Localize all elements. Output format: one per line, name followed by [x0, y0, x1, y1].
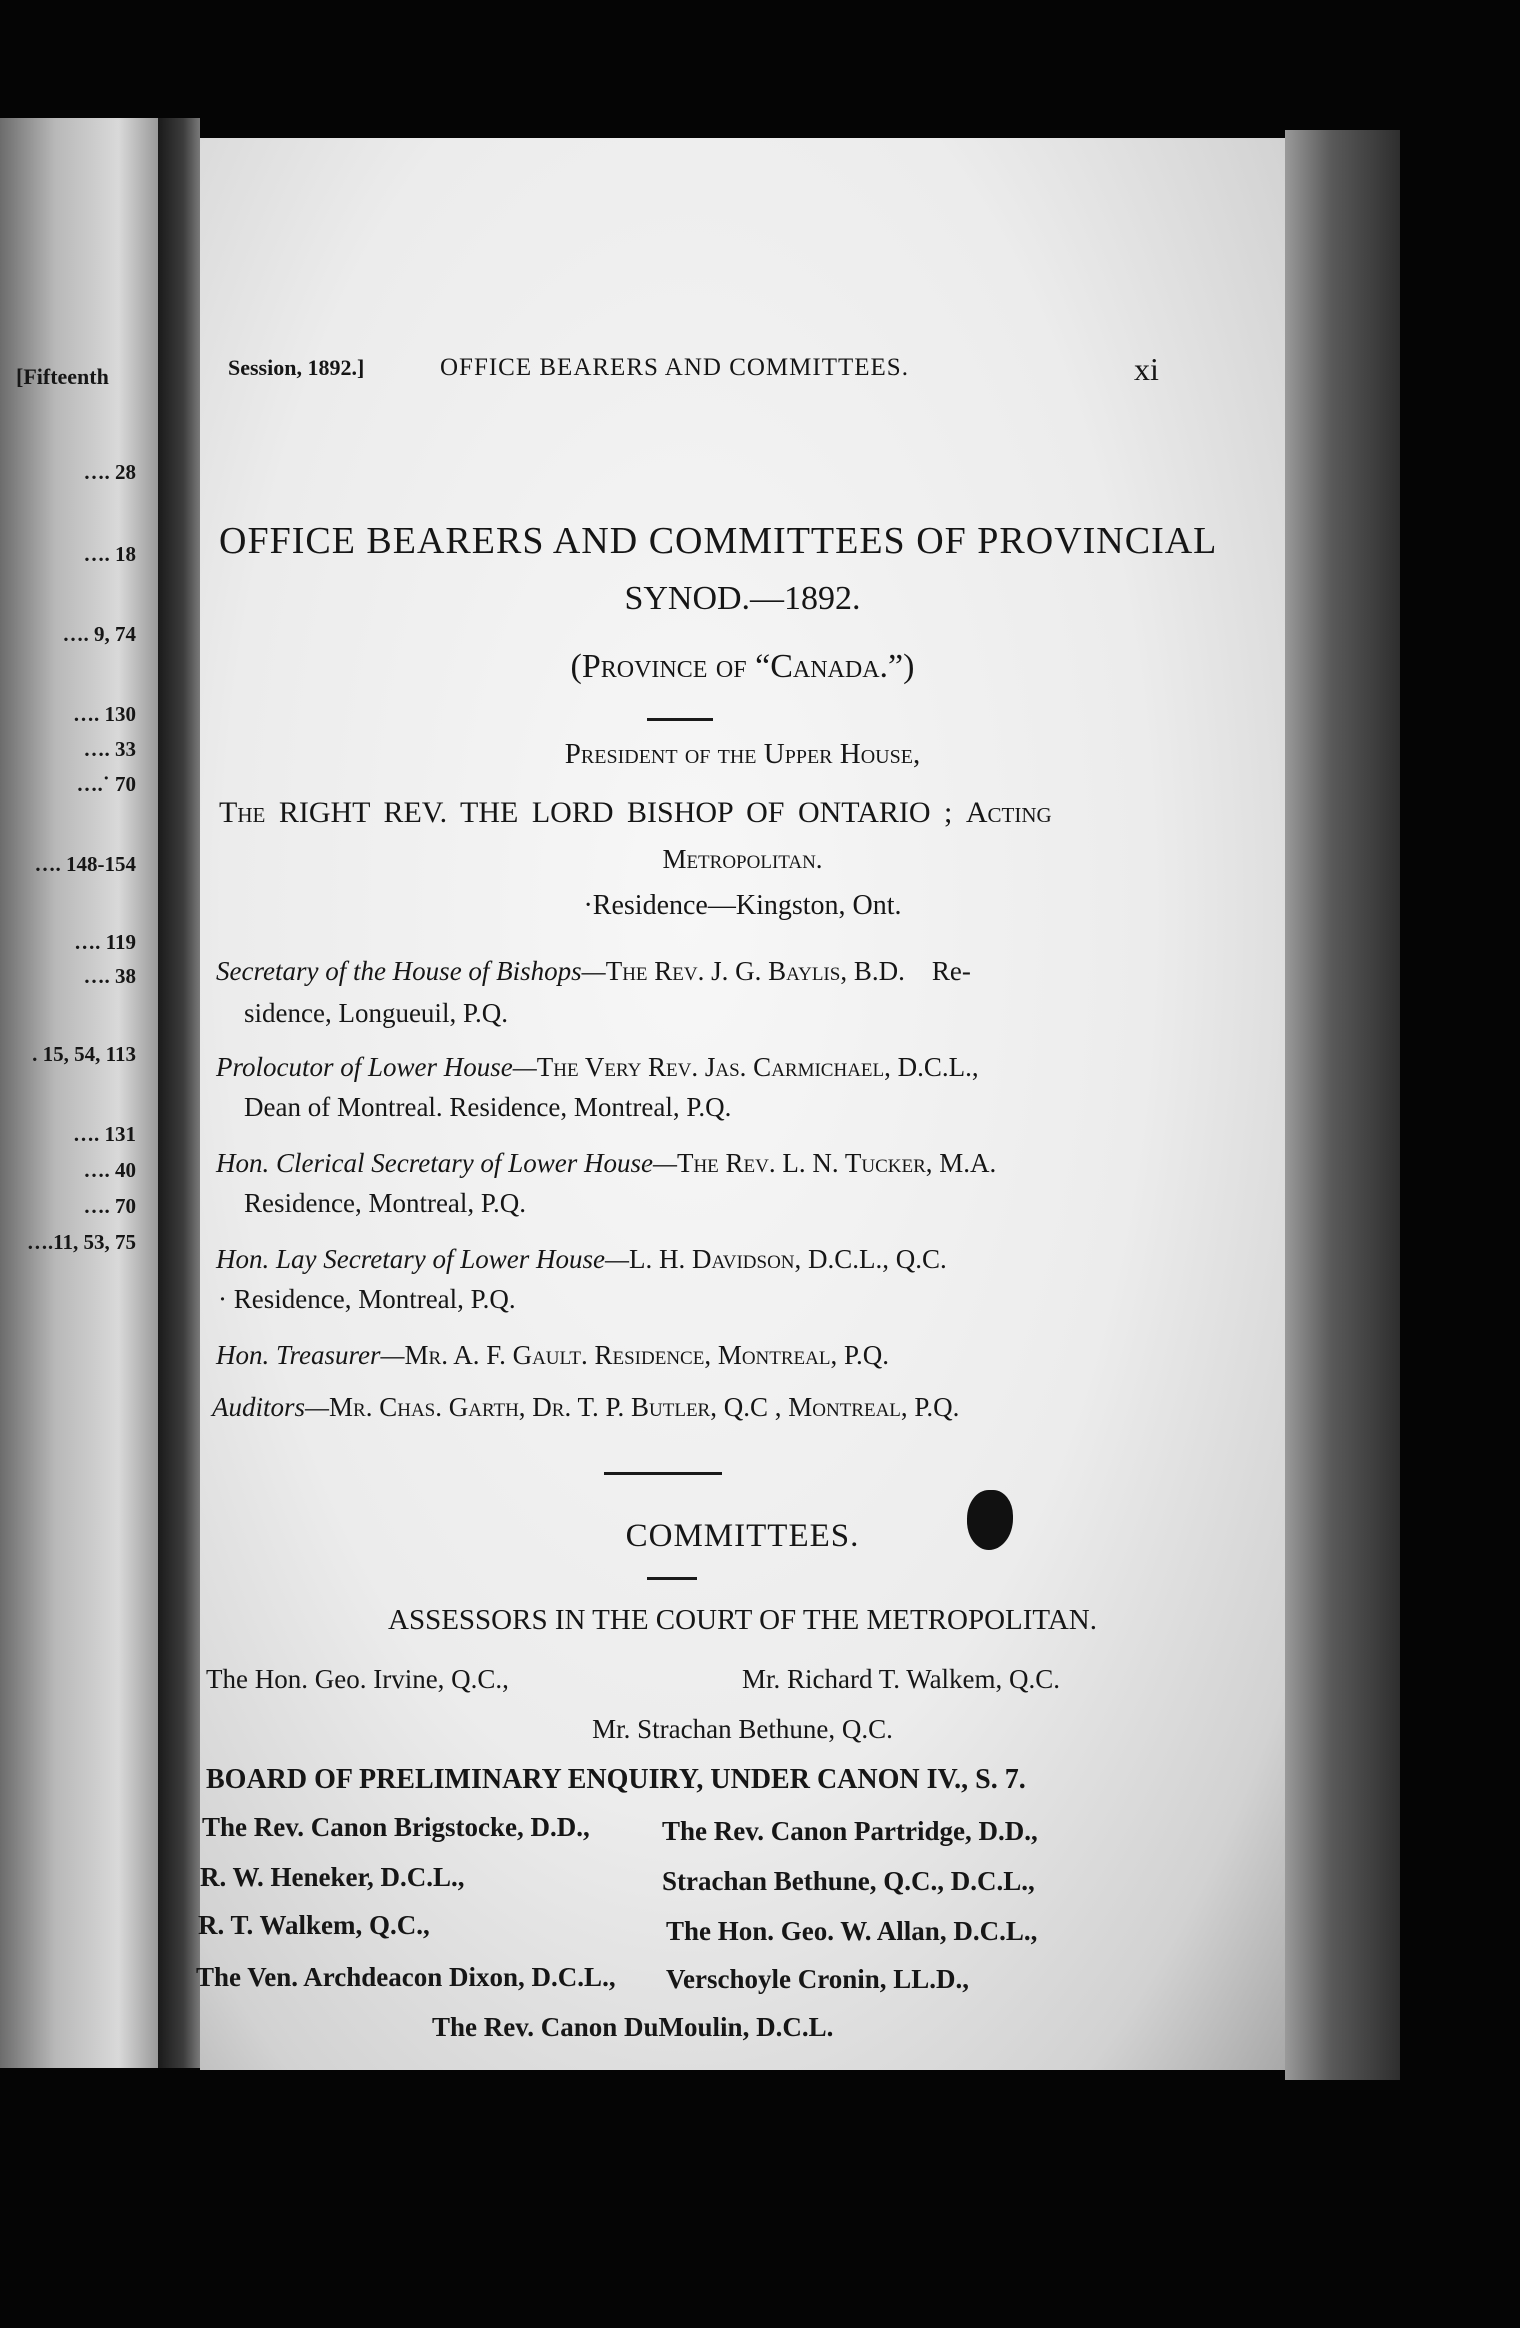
officer-name: Mr. Chas. Garth, Dr. T. P. Butler, Q.C , Montreal, P.Q. [329, 1392, 960, 1422]
left-page-header: [Fifteenth [16, 364, 109, 389]
officer-secretary-bishops [216, 956, 971, 987]
committees-heading: COMMITTEES. [625, 1518, 860, 1554]
officer-role: Prolocutor of Lower House— [216, 1052, 537, 1082]
running-header-session: Session, 1892.] [228, 355, 365, 380]
index-entry: …. 38 [83, 964, 136, 988]
board-member-left: The Ven. Archdeacon Dixon, D.C.L., [196, 1962, 616, 1992]
officer-treasurer [216, 1340, 889, 1371]
officer-name: The Very Rev. Jas. Carmichael, D.C.L., [536, 1052, 979, 1082]
assessor-left: The Hon. Geo. Irvine, Q.C., [206, 1664, 509, 1694]
index-entry: ….˙ 70 [76, 772, 136, 796]
assessor-center: Mr. Strachan Bethune, Q.C. [592, 1714, 893, 1744]
board-member-left: The Rev. Canon Brigstocke, D.D., [202, 1812, 590, 1842]
index-entry: …. 9, 74 [62, 622, 136, 646]
index-entry: …. 130 [73, 702, 136, 726]
index-entry: ….11, 53, 75 [26, 1230, 136, 1254]
index-entry: …. 148-154 [34, 852, 136, 876]
main-title-line2: SYNOD.—1892. [624, 580, 861, 617]
divider-short [647, 718, 713, 721]
divider-long [604, 1472, 722, 1475]
left-facing-page [0, 118, 158, 2068]
president-heading: President of the Upper House, [564, 738, 921, 770]
officer-name: L. H. Davidson, D.C.L., Q.C. [628, 1244, 947, 1274]
index-entry: …. 119 [74, 930, 136, 954]
board-heading: BOARD OF PRELIMINARY ENQUIRY, UNDER CANON IV., S. 7. [206, 1764, 1026, 1795]
board-member-right: The Hon. Geo. W. Allan, D.C.L., [666, 1916, 1038, 1946]
page-number: xi [1134, 351, 1159, 387]
president-suffix: Acting [965, 796, 1052, 829]
board-member-right: The Rev. Canon Partridge, D.D., [662, 1816, 1038, 1846]
book-gutter [158, 118, 200, 2068]
index-entry: . 15, 54, 113 [32, 1042, 136, 1066]
officer-role: Hon. Clerical Secretary of Lower House— [216, 1148, 677, 1178]
officer-name: Mr. A. F. Gault. Residence, Montreal, P.Q. [404, 1340, 890, 1370]
board-member-left: R. T. Walkem, Q.C., [198, 1910, 430, 1940]
divider-short [647, 1577, 697, 1580]
assessor-right: Mr. Richard T. Walkem, Q.C. [742, 1664, 1061, 1694]
officer-clerical-secretary [216, 1148, 996, 1179]
officer-name: The Rev. L. N. Tucker, M.A. [676, 1148, 997, 1178]
president-line1 [219, 796, 1052, 830]
officer-clerical-secretary-cont: Residence, Montreal, P.Q. [244, 1188, 526, 1218]
index-entry: …. 131 [73, 1122, 136, 1146]
president-residence: ·Residence—Kingston, Ont. [583, 890, 902, 921]
assessors-heading: ASSESSORS IN THE COURT OF THE METROPOLITAN. [388, 1604, 1097, 1636]
officer-lay-secretary-cont: · Residence, Montreal, P.Q. [218, 1284, 516, 1314]
board-member-right: Verschoyle Cronin, LL.D., [666, 1964, 970, 1994]
officer-role: Auditors— [212, 1392, 330, 1422]
officer-auditors [212, 1392, 959, 1423]
index-entry: …. 18 [83, 542, 136, 566]
page-edge-shadow [1285, 130, 1400, 2080]
index-entry: …. 70 [83, 1194, 136, 1218]
province-line: (Province of “Canada.”) [570, 648, 915, 685]
president-line2: Metropolitan. [662, 844, 823, 874]
officer-secretary-bishops-cont: sidence, Longueuil, P.Q. [244, 998, 508, 1028]
index-entry: …. 33 [83, 737, 136, 761]
running-header-title: OFFICE BEARERS AND COMMITTEES. [440, 354, 909, 381]
board-member-left: R. W. Heneker, D.C.L., [200, 1862, 465, 1892]
main-title-line1: OFFICE BEARERS AND COMMITTEES OF PROVINCIAL [219, 520, 1218, 562]
board-member-last: The Rev. Canon DuMoulin, D.C.L. [432, 2012, 834, 2042]
president-prefix: The [219, 796, 266, 829]
officer-role: Secretary of the House of Bishops— [216, 956, 606, 986]
officer-role: Hon. Treasurer— [216, 1340, 405, 1370]
president-name: RIGHT REV. THE LORD BISHOP OF ONTARIO ; [278, 796, 953, 829]
index-entry: …. 40 [83, 1158, 136, 1182]
officer-name: The Rev. J. G. Baylis, B.D. [605, 956, 905, 986]
officer-tail: Re- [931, 956, 971, 986]
officer-lay-secretary [216, 1244, 947, 1275]
officer-prolocutor [216, 1052, 979, 1083]
board-member-right: Strachan Bethune, Q.C., D.C.L., [662, 1866, 1035, 1896]
index-entry: …. 28 [83, 460, 136, 484]
officer-role: Hon. Lay Secretary of Lower House— [216, 1244, 629, 1274]
officer-prolocutor-cont: Dean of Montreal. Residence, Montreal, P.Q. [244, 1092, 732, 1122]
